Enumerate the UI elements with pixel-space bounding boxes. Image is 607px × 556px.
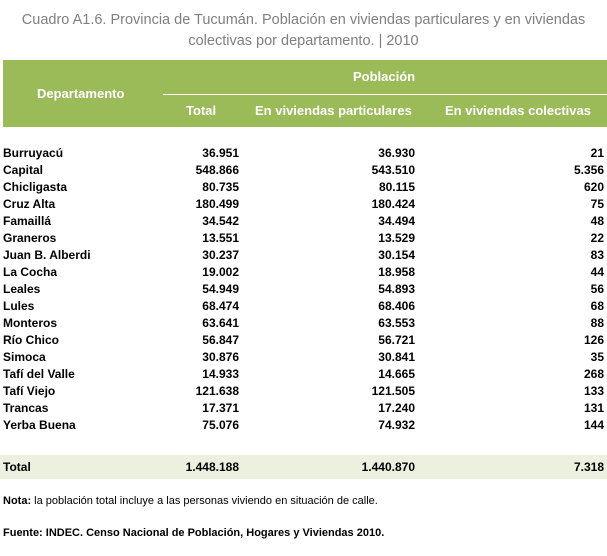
table-row [0,213,607,230]
cell-total: 30.237 [202,248,239,262]
cell-departamento: Tafí del Valle [3,367,75,381]
cell-departamento: Famaillá [3,214,52,228]
cell-departamento: Lules [3,299,35,313]
cell-total: 17.371 [202,401,239,415]
table-row [0,264,607,281]
cell-colectivas: 133 [583,384,604,398]
cell-total: 80.735 [202,180,239,194]
header-total: Total [186,103,217,118]
table-row [0,145,607,162]
header-divider [163,94,607,95]
cell-colectivas: 35 [590,350,604,364]
cell-total: 54.949 [202,282,239,296]
cell-particulares: 68.406 [378,299,415,313]
cell-colectivas: 88 [590,316,604,330]
cell-departamento: Capital [3,163,44,177]
cell-departamento: Cruz Alta [3,197,56,211]
cell-particulares: 180.424 [371,197,415,211]
cell-particulares: 18.958 [378,265,415,279]
cell-particulares: 30.154 [378,248,415,262]
header-poblacion: Población [353,69,416,84]
cell-departamento: Leales [3,282,41,296]
cell-particulares: 54.893 [378,282,415,296]
cell-total: 68.474 [202,299,239,313]
cell-total: 34.542 [202,214,239,228]
cell-total: 30.876 [202,350,239,364]
cell-departamento: Graneros [3,231,57,245]
table-row [0,383,607,400]
cell-colectivas: 83 [590,248,604,262]
total-row [0,459,607,476]
total-label: Total [3,460,31,474]
title-line-1: Cuadro A1.6. Provincia de Tucumán. Población en viviendas particulares y en viviendas [21,12,586,28]
table-row [0,349,607,366]
table-row [0,230,607,247]
cell-particulares: 74.932 [378,418,415,432]
cell-total: 180.499 [195,197,239,211]
header-particulares: En viviendas particulares [255,103,412,118]
cell-total: 75.076 [202,418,239,432]
cell-colectivas: 48 [590,214,604,228]
cell-particulares: 63.553 [378,316,415,330]
cell-particulares: 80.115 [378,180,415,194]
cell-colectivas: 75 [590,197,604,211]
table-row [0,332,607,349]
cell-particulares: 13.529 [378,231,415,245]
cell-particulares: 14.665 [378,367,415,381]
cell-colectivas: 126 [583,333,604,347]
table-row [0,281,607,298]
table-header [3,60,607,127]
cell-colectivas: 22 [590,231,604,245]
cell-departamento: Río Chico [3,333,59,347]
table-row [0,179,607,196]
header-departamento: Departamento [37,86,125,101]
cell-colectivas: 131 [583,401,604,415]
cell-total: 56.847 [202,333,239,347]
cell-total: 63.641 [202,316,239,330]
total-particulares: 1.440.870 [361,460,415,474]
header-colectivas: En viviendas colectivas [445,103,591,118]
table-title [0,10,607,52]
total-value: 1.448.188 [185,460,239,474]
cell-departamento: Yerba Buena [3,418,76,432]
cell-departamento: Monteros [3,316,57,330]
title-line-2: colectivas por departamento. | 2010 [188,33,419,49]
cell-colectivas: 21 [590,146,604,160]
table-row [0,366,607,383]
cell-colectivas: 268 [583,367,604,381]
cell-total: 121.638 [195,384,239,398]
cell-total: 19.002 [202,265,239,279]
cell-departamento: Trancas [3,401,49,415]
cell-particulares: 17.240 [378,401,415,415]
cell-departamento: Simoca [3,350,46,364]
table-row [0,196,607,213]
cell-colectivas: 44 [590,265,604,279]
cell-departamento: La Cocha [3,265,58,279]
cell-total: 36.951 [202,146,239,160]
cell-total: 14.933 [202,367,239,381]
cell-colectivas: 620 [583,180,604,194]
note-text: la población total incluye a las personas viviendo en situación de calle. [31,495,378,507]
table-row [0,315,607,332]
cell-total: 13.551 [202,231,239,245]
table-row [0,298,607,315]
cell-particulares: 56.721 [378,333,415,347]
cell-departamento: Chicligasta [3,180,68,194]
cell-colectivas: 5.356 [573,163,604,177]
table-row [0,400,607,417]
cell-total: 548.866 [195,163,239,177]
cell-colectivas: 144 [583,418,604,432]
cell-departamento: Tafí Viejo [3,384,56,398]
cell-particulares: 36.930 [378,146,415,160]
cell-colectivas: 56 [590,282,604,296]
note-label: Nota: [3,495,32,507]
cell-particulares: 543.510 [371,163,415,177]
total-row-bar [0,455,607,479]
table-row [0,162,607,179]
cell-departamento: Burruyacú [3,146,64,160]
cell-departamento: Juan B. Alberdi [3,248,91,262]
note [3,495,378,507]
source: Fuente: INDEC. Censo Nacional de Población, Hogares y Viviendas 2010. [3,527,385,539]
cell-particulares: 34.494 [378,214,415,228]
table-row [0,247,607,264]
cell-colectivas: 68 [590,299,604,313]
cell-particulares: 121.505 [371,384,415,398]
cell-particulares: 30.841 [378,350,415,364]
table-row [0,417,607,434]
total-colectivas: 7.318 [573,460,604,474]
